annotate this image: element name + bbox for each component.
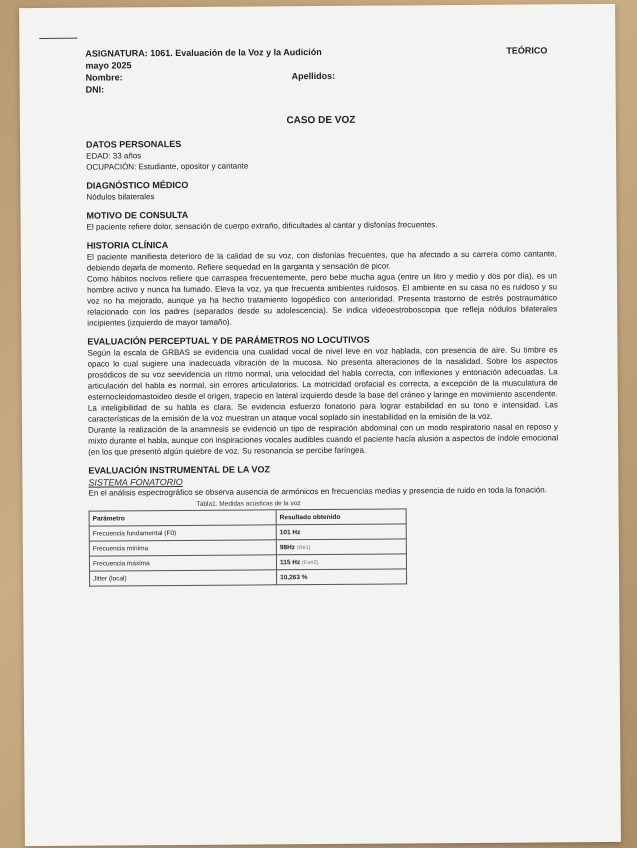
note-text: (Fa#2) <box>302 559 319 566</box>
reason-heading: MOTIVO DE CONSULTA <box>86 209 189 221</box>
history-paragraph-1: El paciente manifiesta deterioro de la calidad de su voz, con disfonías frecuentes, que ha afectado a su carrera como cantante, debiendo dejarla de momento. Refiere sequedad en la garganta y sensación de picor. <box>86 249 557 273</box>
diagnosis-text: Nódulos bilaterales <box>86 192 155 202</box>
perceptual-heading: EVALUACIÓN PERCEPTUAL Y DE PARÁMETROS NO LOCUTIVOS <box>87 334 370 347</box>
page-content <box>85 44 559 586</box>
param-cell: Jitter (local) <box>90 570 277 586</box>
value-cell <box>276 524 406 540</box>
value-text: 98Hz <box>279 543 296 551</box>
value-cell <box>276 539 406 555</box>
instrumental-heading: EVALUACIÓN INSTRUMENTAL DE LA VOZ <box>88 464 271 476</box>
param-cell: Frecuencia fundamental (F0) <box>89 525 276 541</box>
document-page <box>19 4 621 846</box>
instrumental-text: En el análisis espectrográfico se observa ausencia de armónicos en frecuencias medias y presencia de ruido en toda la fonación. <box>88 485 547 498</box>
dni-label: DNI: <box>85 84 105 95</box>
phonatory-subheading: SISTEMA FONATORIO <box>88 476 183 488</box>
note-text: (Re1) <box>296 544 311 551</box>
param-cell: Frecuencia mínima <box>89 540 276 556</box>
page-title: CASO DE VOZ <box>286 114 356 127</box>
reason-text: El paciente refiere dolor, sensación de cuerpo extraño, dificultades al cantar y disfonías frecuentes. <box>86 220 438 232</box>
exam-header <box>85 44 555 95</box>
occupation-text: OCUPACIÓN: Estudiante, opositor y cantante <box>86 161 249 172</box>
value-cell <box>276 554 406 570</box>
table-row <box>90 569 407 586</box>
personal-heading: DATOS PERSONALES <box>86 138 182 150</box>
acoustic-table <box>89 508 408 586</box>
name-label: Nombre: <box>85 72 123 83</box>
history-paragraph-2: Como hábitos nocivos refiere que carraspea frecuentemente, pero bebe mucha agua (entre un litro y medio y dos por día), es un hombre activo y nunca ha fumado. Eleva la voz, ya que frecuenta ambientes ruidosos. El ambiente en su casa no es ruidoso y su voz no ha mejorado, aunque ya ha hecho tratamiento logopédico con anterioridad. Presenta trastorno de estrés postraumático relacionado con los padres (separados desde su adolescencia). Se indica videoestroboscopia que refleja nódulos bilaterales incipientes (izquierdo de mayor tamaño). <box>86 271 558 328</box>
column-header: Resultado obtenido <box>276 509 406 525</box>
exam-type: TEÓRICO <box>506 45 548 56</box>
perceptual-paragraph-2: Durante la realización de la anamnesis se evidenció un tipo de respiración abdominal con un modo respiratorio nasal en reposo y mixto durante el habla, aunque con inspiraciones vocales audibles cuando el paciente hacía alusión a aspectos de índole emocional (en los que presentó algún quiebre de voz. Su resonancia se percibe faríngea. <box>87 422 559 457</box>
table-caption: Tabla1. Medidas acústicas de la voz <box>196 500 301 508</box>
param-cell: Frecuencia máxima <box>89 555 276 571</box>
diagnosis-heading: DIAGNÓSTICO MÉDICO <box>86 179 189 191</box>
column-header: Parámetro <box>89 510 276 526</box>
value-text: 115 Hz <box>279 558 301 566</box>
age-text: EDAD: 33 años <box>86 151 142 161</box>
surname-label: Apellidos: <box>291 70 336 82</box>
history-heading: HISTORIA CLÍNICA <box>86 240 169 251</box>
exam-date: mayo 2025 <box>85 60 132 71</box>
subject-line: ASIGNATURA: 1061. Evaluación de la Voz y la Audición <box>85 46 322 59</box>
value-text: 10,263 % <box>280 573 308 581</box>
pen-mark <box>39 38 77 39</box>
value-cell <box>277 569 407 585</box>
value-text: 101 Hz <box>279 528 301 536</box>
perceptual-paragraph-1: Según la escala de GRBAS se evidencia una cualidad vocal de nivel leve en voz hablada, con presencia de aire. Su timbre es opaco lo cual sugiere una inadecuada vibración de la mucosa. No presenta alteraciones de la nasalidad. Sobre los aspectos prosódicos de su voz seevidencia un ritmo normal, una velocidad del habla correcta, con inflexiones y entonación adecuadas. La articulación del habla es normal, sin errores articulatorios. La motricidad orofacial es correcta, a excepción de la musculatura de esternocleidomastoideo desde el origen, trapecio en lateral izquierdo desde la base del cráneo y laringe en movimiento ascendente. La inteligibilidad de su habla es clara. Se evidencia esfuerzo fonatorio para lograr estabilidad en su tono e intensidad. Las características de la emisión de la voz muestran un ataque vocal soplado sin inestabilidad en la emisión de la voz. <box>87 345 558 424</box>
